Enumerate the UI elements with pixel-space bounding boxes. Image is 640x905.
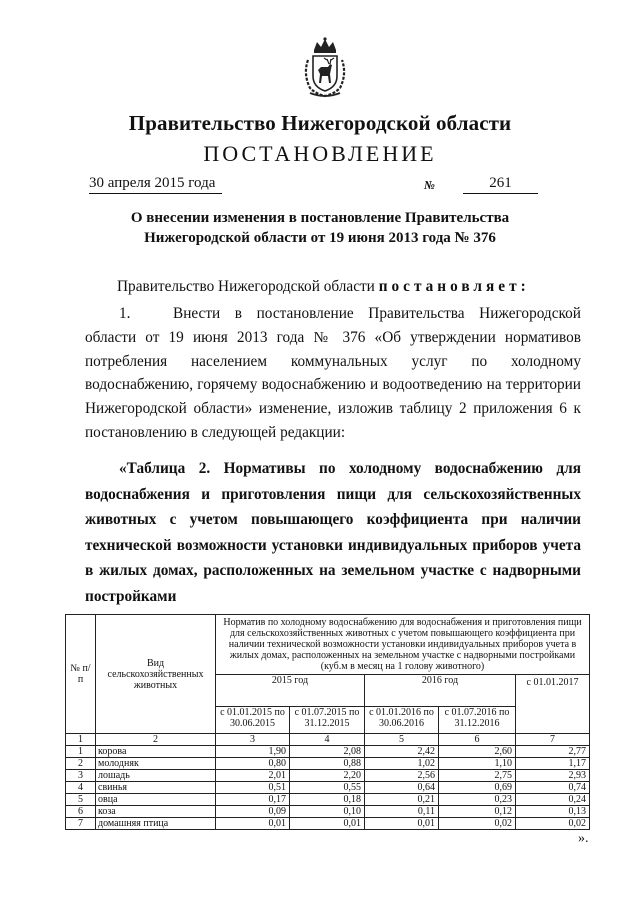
row-value: 2,77 — [516, 746, 590, 758]
row-kind: коза — [96, 806, 216, 818]
table-title: «Таблица 2. Нормативы по холодному водоснабжению для водоснабжения и приготовления пищи для сельскохозяйственных животных с учетом повышающего коэффициента при наличии технической возможности установки индивидуальных приборов учета в жилых домах, расположенных на земельном участке с надворными постройками — [85, 460, 581, 605]
row-value: 0,01 — [365, 818, 439, 830]
row-value: 1,17 — [516, 758, 590, 770]
row-value: 1,90 — [216, 746, 290, 758]
closing-quote: ». — [578, 831, 589, 846]
header-period-2: с 01.07.2015 по 31.12.2015 — [290, 707, 365, 734]
row-kind: корова — [96, 746, 216, 758]
row-value: 0,64 — [365, 782, 439, 794]
intro-verb: постановляет: — [378, 278, 530, 295]
document-number: 261 — [463, 175, 538, 194]
row-value: 2,60 — [439, 746, 516, 758]
organization-title: Правительство Нижегородской области — [128, 111, 512, 135]
table-row — [66, 770, 590, 782]
index-cell: 3 — [216, 734, 290, 746]
intro-paragraph — [117, 275, 557, 299]
row-value: 2,20 — [290, 770, 365, 782]
row-number: 2 — [66, 758, 96, 770]
header-period-4: с 01.07.2016 по 31.12.2016 — [439, 707, 516, 734]
header-year-2016: 2016 год — [365, 675, 516, 707]
row-value: 0,21 — [365, 794, 439, 806]
row-number: 3 — [66, 770, 96, 782]
row-number: 4 — [66, 782, 96, 794]
row-value: 0,13 — [516, 806, 590, 818]
header-number: № п/п — [66, 615, 96, 734]
row-value: 0,12 — [439, 806, 516, 818]
row-value: 2,93 — [516, 770, 590, 782]
row-value: 0,01 — [216, 818, 290, 830]
norms-table — [65, 614, 590, 830]
row-value: 2,08 — [290, 746, 365, 758]
row-value: 1,10 — [439, 758, 516, 770]
coat-of-arms-emblem — [300, 36, 350, 98]
header-period-3: с 01.01.2016 по 30.06.2016 — [365, 707, 439, 734]
row-kind: свинья — [96, 782, 216, 794]
header-kind: Вид сельскохозяйственных животных — [96, 615, 216, 734]
header-norm: Норматив по холодному водоснабжению для водоснабжения и приготовления пищи для сельскохозяйственных животных с учетом повышающего коэффициента при наличии технической возможности установки индивидуальных приборов учета в жилых домах, расположенных на земельном участке с надворными постройками (куб.м в месяц на 1 голову животного) — [216, 615, 590, 675]
row-number: 5 — [66, 794, 96, 806]
row-value: 0,09 — [216, 806, 290, 818]
index-cell: 6 — [439, 734, 516, 746]
row-value: 0,11 — [365, 806, 439, 818]
row-number: 7 — [66, 818, 96, 830]
table-row — [66, 806, 590, 818]
row-value: 0,69 — [439, 782, 516, 794]
row-value: 0,17 — [216, 794, 290, 806]
row-kind: домашняя птица — [96, 818, 216, 830]
table-row — [66, 818, 590, 830]
row-value: 0,18 — [290, 794, 365, 806]
row-value: 0,01 — [290, 818, 365, 830]
row-value: 0,51 — [216, 782, 290, 794]
header-year-2015: 2015 год — [216, 675, 365, 707]
row-value: 0,88 — [290, 758, 365, 770]
row-value: 0,02 — [439, 818, 516, 830]
row-value: 1,02 — [365, 758, 439, 770]
table-index-row — [66, 734, 590, 746]
row-number: 1 — [66, 746, 96, 758]
row-value: 0,02 — [516, 818, 590, 830]
row-value: 0,10 — [290, 806, 365, 818]
table-header-row — [66, 615, 590, 675]
document-type-title: ПОСТАНОВЛЕНИЕ — [203, 141, 437, 166]
paragraph-1-number: 1. — [119, 305, 131, 322]
index-cell: 2 — [96, 734, 216, 746]
index-cell: 7 — [516, 734, 590, 746]
number-sign: № — [424, 178, 435, 192]
row-value: 0,74 — [516, 782, 590, 794]
row-value: 2,01 — [216, 770, 290, 782]
row-value: 0,55 — [290, 782, 365, 794]
subject-line-1: О внесении изменения в постановление Правительства — [130, 210, 510, 226]
row-value: 0,24 — [516, 794, 590, 806]
paragraph-1-text: Внести в постановление Правительства Нижегородской области от 19 июня 2013 года № 376 «Об утверждении нормативов потребления населением коммунальных услуг по холодному водоснабжению, горячему водоснабжению и водоотведению на территории Нижегородской области» изменение, изложив таблицу 2 приложения 6 к постановлению в следующей редакции: — [85, 305, 581, 441]
row-kind: лошадь — [96, 770, 216, 782]
header-from-2017: с 01.01.2017 — [516, 675, 590, 734]
table-row — [66, 794, 590, 806]
header-period-1: с 01.01.2015 по 30.06.2015 — [216, 707, 290, 734]
row-number: 6 — [66, 806, 96, 818]
document-date: 30 апреля 2015 года — [89, 175, 222, 194]
row-kind: овца — [96, 794, 216, 806]
intro-subject: Правительство Нижегородской области — [117, 278, 375, 295]
row-value: 2,75 — [439, 770, 516, 782]
table-row — [66, 746, 590, 758]
table-row — [66, 758, 590, 770]
row-value: 0,80 — [216, 758, 290, 770]
subject-line-2: Нижегородской области от 19 июня 2013 года № 376 — [144, 230, 496, 246]
row-value: 2,56 — [365, 770, 439, 782]
row-value: 2,42 — [365, 746, 439, 758]
table-row — [66, 782, 590, 794]
paragraph-1 — [85, 302, 581, 445]
row-kind: молодняк — [96, 758, 216, 770]
index-cell: 5 — [365, 734, 439, 746]
index-cell: 1 — [66, 734, 96, 746]
document-subject — [60, 208, 580, 248]
row-value: 0,23 — [439, 794, 516, 806]
index-cell: 4 — [290, 734, 365, 746]
